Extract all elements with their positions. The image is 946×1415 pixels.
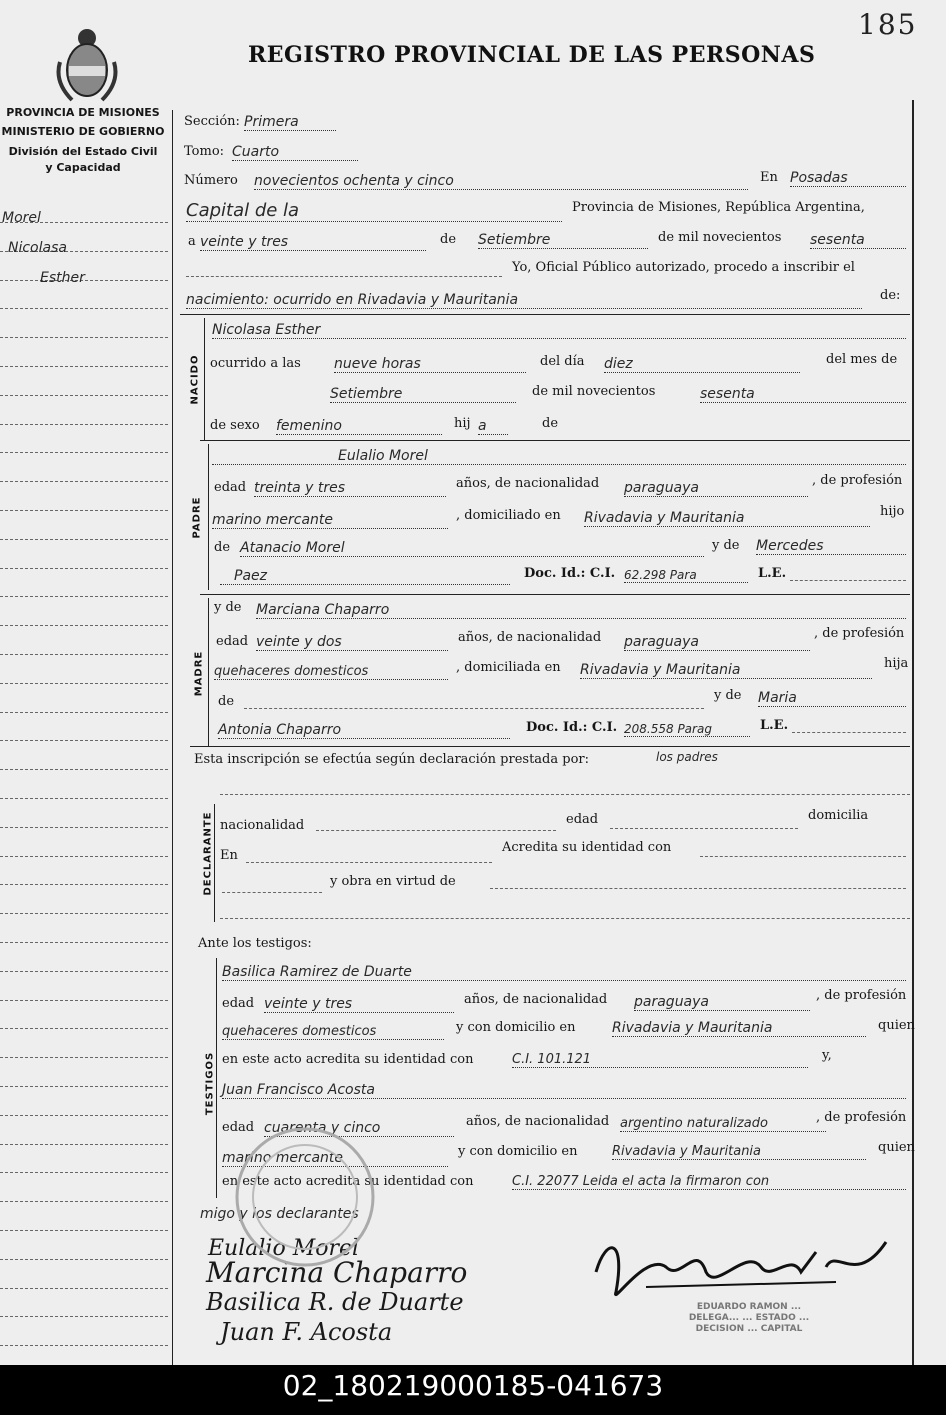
padre-y-de2-value: Paez — [220, 568, 510, 585]
tomo-label: Tomo: — [184, 144, 225, 159]
padre-side-label: PADRE — [191, 496, 203, 539]
t2-edad-label: edad — [222, 1120, 255, 1135]
stamp-line-3: DECISION ... CAPITAL — [695, 1324, 803, 1334]
de-mil-label: de mil novecientos — [532, 384, 656, 399]
testigos-rule — [216, 958, 217, 1198]
document-title: REGISTRO PROVINCIAL DE LAS PERSONAS — [248, 42, 816, 68]
padre-ci-value: 62.298 Para — [624, 568, 748, 583]
t2-nac-label: años, de nacionalidad — [466, 1114, 610, 1129]
t2-quien-label: quien — [878, 1140, 915, 1155]
t1-nombre-value: Basilica Ramirez de Duarte — [222, 964, 906, 981]
margin-line — [0, 568, 168, 569]
seccion-value: Primera — [244, 114, 336, 131]
padre-nombre-value: Eulalio Morel — [212, 448, 906, 465]
dec-acredita-label: Acredita su identidad con — [502, 840, 672, 855]
margin-line — [0, 1086, 168, 1087]
sexo-label: de sexo — [210, 418, 260, 433]
hecho-value: nacimiento: ocurrido en Rivadavia y Mauritania — [186, 292, 862, 309]
t2-edad-value: cuarenta y cinco — [264, 1120, 454, 1137]
padre-y-de-value: Mercedes — [756, 538, 906, 555]
margin-line — [0, 712, 168, 713]
dec-en-label: En — [220, 848, 238, 863]
margin-line — [0, 337, 168, 338]
padre-edad-value: treinta y tres — [254, 480, 446, 497]
madre-side-label: MADRE — [193, 650, 205, 697]
margin-line — [0, 942, 168, 943]
capital-value: Capital de la — [186, 200, 562, 222]
blank-line — [186, 276, 502, 277]
official-seal-icon — [230, 1122, 380, 1272]
blank-line — [244, 708, 704, 709]
blank-line — [790, 580, 906, 581]
t2-prof-value: marino mercante — [222, 1150, 448, 1167]
margin-line — [0, 1288, 168, 1289]
page-number: 185 — [858, 8, 918, 41]
padre-nac-label: años, de nacionalidad — [456, 476, 600, 491]
declarante-rule — [214, 804, 215, 922]
t1-y-label: y, — [822, 1048, 832, 1063]
margin-line — [0, 1000, 168, 1001]
declarante-side-label: DECLARANTE — [202, 811, 214, 896]
padre-doc-label: Doc. Id.: C.I. — [524, 566, 616, 581]
anio-nac-value: sesenta — [700, 386, 906, 403]
dec-edad-label: edad — [566, 812, 599, 827]
margin-line — [0, 1172, 168, 1173]
madre-dom-label: , domiciliada en — [456, 660, 561, 675]
tomo-value: Cuarto — [232, 144, 358, 161]
provincia-label: Provincia de Misiones, República Argentina, — [572, 200, 865, 215]
margin-line — [0, 971, 168, 972]
margin-line — [0, 1259, 168, 1260]
dec-obra-label: y obra en virtud de — [330, 874, 456, 889]
t1-ci-value: C.I. 101.121 — [512, 1052, 808, 1068]
margin-line — [0, 740, 168, 741]
padre-nac-value: paraguaya — [624, 480, 808, 497]
margin-line — [0, 1115, 168, 1116]
madre-de-label: de — [218, 694, 235, 709]
hij-suffix: a — [478, 418, 508, 435]
testigos-side-label: TESTIGOS — [204, 1051, 216, 1116]
de-label: de — [440, 232, 457, 247]
en-label: En — [760, 170, 778, 185]
dec-domicilia-label: domicilia — [808, 808, 869, 823]
oficial-label: Yo, Oficial Público autorizado, procedo a inscribir el — [512, 260, 855, 275]
margin-line — [0, 654, 168, 655]
signature-testigo-2: Juan F. Acosta — [220, 1318, 393, 1346]
t1-dom-value: Rivadavia y Mauritania — [612, 1020, 866, 1037]
margin-line — [0, 596, 168, 597]
t1-prof-value: quehaceres domesticos — [222, 1024, 444, 1040]
margin-line — [0, 1028, 168, 1029]
margin-line — [0, 1230, 168, 1231]
sexo-value: femenino — [276, 418, 442, 435]
signature-padre: Eulalio Morel — [208, 1236, 360, 1261]
margin-line — [0, 424, 168, 425]
madre-y-de-prefix: y de — [214, 600, 242, 615]
margin-line — [0, 539, 168, 540]
official-signature-icon — [586, 1232, 896, 1312]
nacido-rule — [204, 318, 205, 440]
madre-hija-label: hija — [884, 656, 909, 671]
t2-acredita-label: en este acto acredita su identidad con — [222, 1174, 474, 1189]
margin-rule — [172, 110, 173, 1365]
madre-y-de2-value: Antonia Chaparro — [218, 722, 510, 739]
seccion-label: Sección: — [184, 114, 240, 129]
t2-nac-value: argentino naturalizado — [620, 1116, 826, 1132]
margin-line — [0, 1316, 168, 1317]
t2-prof-label: , de profesión — [816, 1110, 907, 1125]
agency-capacity: y Capacidad — [45, 161, 121, 174]
madre-edad-label: edad — [216, 634, 249, 649]
margin-line — [0, 827, 168, 828]
numero-label: Número — [184, 173, 238, 188]
hora-value: nueve horas — [334, 356, 526, 373]
margin-line — [0, 366, 168, 367]
a-label: a — [188, 234, 196, 249]
section-rule — [180, 314, 910, 315]
del-mes-label: del mes de — [826, 352, 898, 367]
t1-nac-label: años, de nacionalidad — [464, 992, 608, 1007]
official-stamp — [664, 1302, 834, 1335]
t2-nombre-value: Juan Francisco Acosta — [222, 1082, 906, 1099]
margin-line — [0, 1144, 168, 1145]
madre-ci-value: 208.558 Parag — [624, 722, 750, 737]
t2-ci-value: C.I. 22077 Leida el acta la firmaron con — [512, 1174, 906, 1190]
section-rule — [190, 746, 910, 747]
padre-dom-value: Rivadavia y Mauritania — [584, 510, 870, 527]
madre-nac-label: años, de nacionalidad — [458, 630, 602, 645]
blank-line — [220, 794, 910, 795]
de-label-2: de — [542, 416, 559, 431]
numero-value: novecientos ochenta y cinco — [254, 173, 748, 190]
document-id-footer: 02_180219000185-041673 — [0, 1365, 946, 1415]
agency-division: División del Estado Civil — [8, 145, 158, 158]
madre-prof-value: quehaceres domesticos — [214, 664, 448, 680]
t2-dom-value: Rivadavia y Mauritania — [612, 1144, 866, 1160]
padre-edad-label: edad — [214, 480, 247, 495]
stamp-line-2: DELEGA... ... ESTADO ... — [688, 1313, 810, 1323]
fecha-anio-value: sesenta — [810, 232, 906, 249]
en-value: Posadas — [790, 170, 906, 187]
margin-line — [0, 625, 168, 626]
margin-line — [0, 769, 168, 770]
padre-de-label: de — [214, 540, 231, 555]
margin-line — [0, 308, 168, 309]
de-colon-label: de: — [880, 288, 901, 303]
declaracion-label: Esta inscripción se efectúa según declaración prestada por: — [194, 752, 589, 767]
madre-dom-value: Rivadavia y Mauritania — [580, 662, 872, 679]
t1-edad-label: edad — [222, 996, 255, 1011]
testigos-intro-label: Ante los testigos: — [198, 936, 312, 951]
margin-line — [0, 1057, 168, 1058]
t1-dom-label: y con domicilio en — [456, 1020, 576, 1035]
agency-province: PROVINCIA DE MISIONES — [6, 106, 160, 119]
cierre-value: migo y los declarantes — [200, 1206, 359, 1222]
fecha-mes-value: Setiembre — [478, 232, 648, 249]
margin-line — [0, 856, 168, 857]
padre-prof-label: , de profesión — [812, 473, 903, 488]
t1-edad-value: veinte y tres — [264, 996, 454, 1013]
nombre-value: Nicolasa Esther — [212, 322, 906, 339]
del-dia-label: del día — [540, 354, 585, 369]
margin-line — [0, 913, 168, 914]
margin-line — [0, 395, 168, 396]
blank-line — [490, 888, 906, 889]
madre-nac-value: paraguaya — [624, 634, 810, 651]
blank-line — [220, 918, 910, 919]
section-rule — [200, 594, 910, 595]
madre-y-de-value: Maria — [758, 690, 906, 707]
t1-acredita-label: en este acto acredita su identidad con — [222, 1052, 474, 1067]
margin-note-second-name: Esther — [40, 270, 85, 286]
ocurrido-label: ocurrido a las — [210, 356, 301, 371]
madre-edad-value: veinte y dos — [256, 634, 448, 651]
blank-line — [246, 862, 492, 863]
padre-prof-value: marino mercante — [212, 512, 448, 529]
margin-line — [0, 452, 168, 453]
margin-line — [0, 798, 168, 799]
padre-rule — [208, 444, 209, 590]
nacido-side-label: NACIDO — [189, 354, 201, 405]
margin-line — [0, 481, 168, 482]
madre-rule — [208, 598, 209, 746]
declarante-value: los padres — [656, 750, 718, 764]
stamp-line-1: EDUARDO RAMON ... — [696, 1302, 802, 1312]
padre-de-value: Atanacio Morel — [240, 540, 704, 557]
coat-of-arms-icon — [52, 22, 122, 104]
blank-line — [700, 856, 906, 857]
signature-madre: Marcina Chaparro — [206, 1256, 468, 1289]
mes-nac-value: Setiembre — [330, 386, 516, 403]
margin-line — [0, 683, 168, 684]
t1-prof-label: , de profesión — [816, 988, 907, 1003]
dec-nacionalidad-label: nacionalidad — [220, 818, 305, 833]
blank-line — [610, 828, 798, 829]
madre-prof-label: , de profesión — [814, 626, 905, 641]
madre-le-label: L.E. — [760, 718, 789, 733]
margin-line — [0, 510, 168, 511]
padre-le-label: L.E. — [758, 566, 787, 581]
margin-line — [0, 1345, 168, 1346]
t1-nac-value: paraguaya — [634, 994, 810, 1011]
blank-line — [316, 830, 556, 831]
madre-doc-label: Doc. Id.: C.I. — [526, 720, 618, 735]
madre-nombre-value: Marciana Chaparro — [256, 602, 906, 619]
blank-line — [222, 892, 322, 893]
padre-dom-label: , domiciliado en — [456, 508, 561, 523]
agency-ministry: MINISTERIO DE GOBIERNO — [1, 125, 165, 138]
margin-line — [0, 1201, 168, 1202]
signature-testigo-1: Basilica R. de Duarte — [206, 1288, 464, 1316]
margin-line — [0, 884, 168, 885]
margin-note-first-name: Nicolasa — [8, 240, 67, 256]
section-rule — [200, 440, 910, 441]
padre-hijo-label: hijo — [880, 504, 905, 519]
t1-quien-label: quien — [878, 1018, 915, 1033]
mil-novecientos-label: de mil novecientos — [658, 230, 782, 245]
fecha-dia-value: veinte y tres — [200, 234, 426, 251]
margin-note-surname: Morel — [2, 210, 41, 226]
t2-dom-label: y con domicilio en — [458, 1144, 578, 1159]
madre-y-de-label: y de — [714, 688, 742, 703]
blank-line — [792, 732, 906, 733]
hij-label: hij — [454, 416, 471, 431]
padre-y-de-label: y de — [712, 538, 740, 553]
dia-nac-value: diez — [604, 356, 800, 373]
right-border — [912, 100, 914, 1365]
